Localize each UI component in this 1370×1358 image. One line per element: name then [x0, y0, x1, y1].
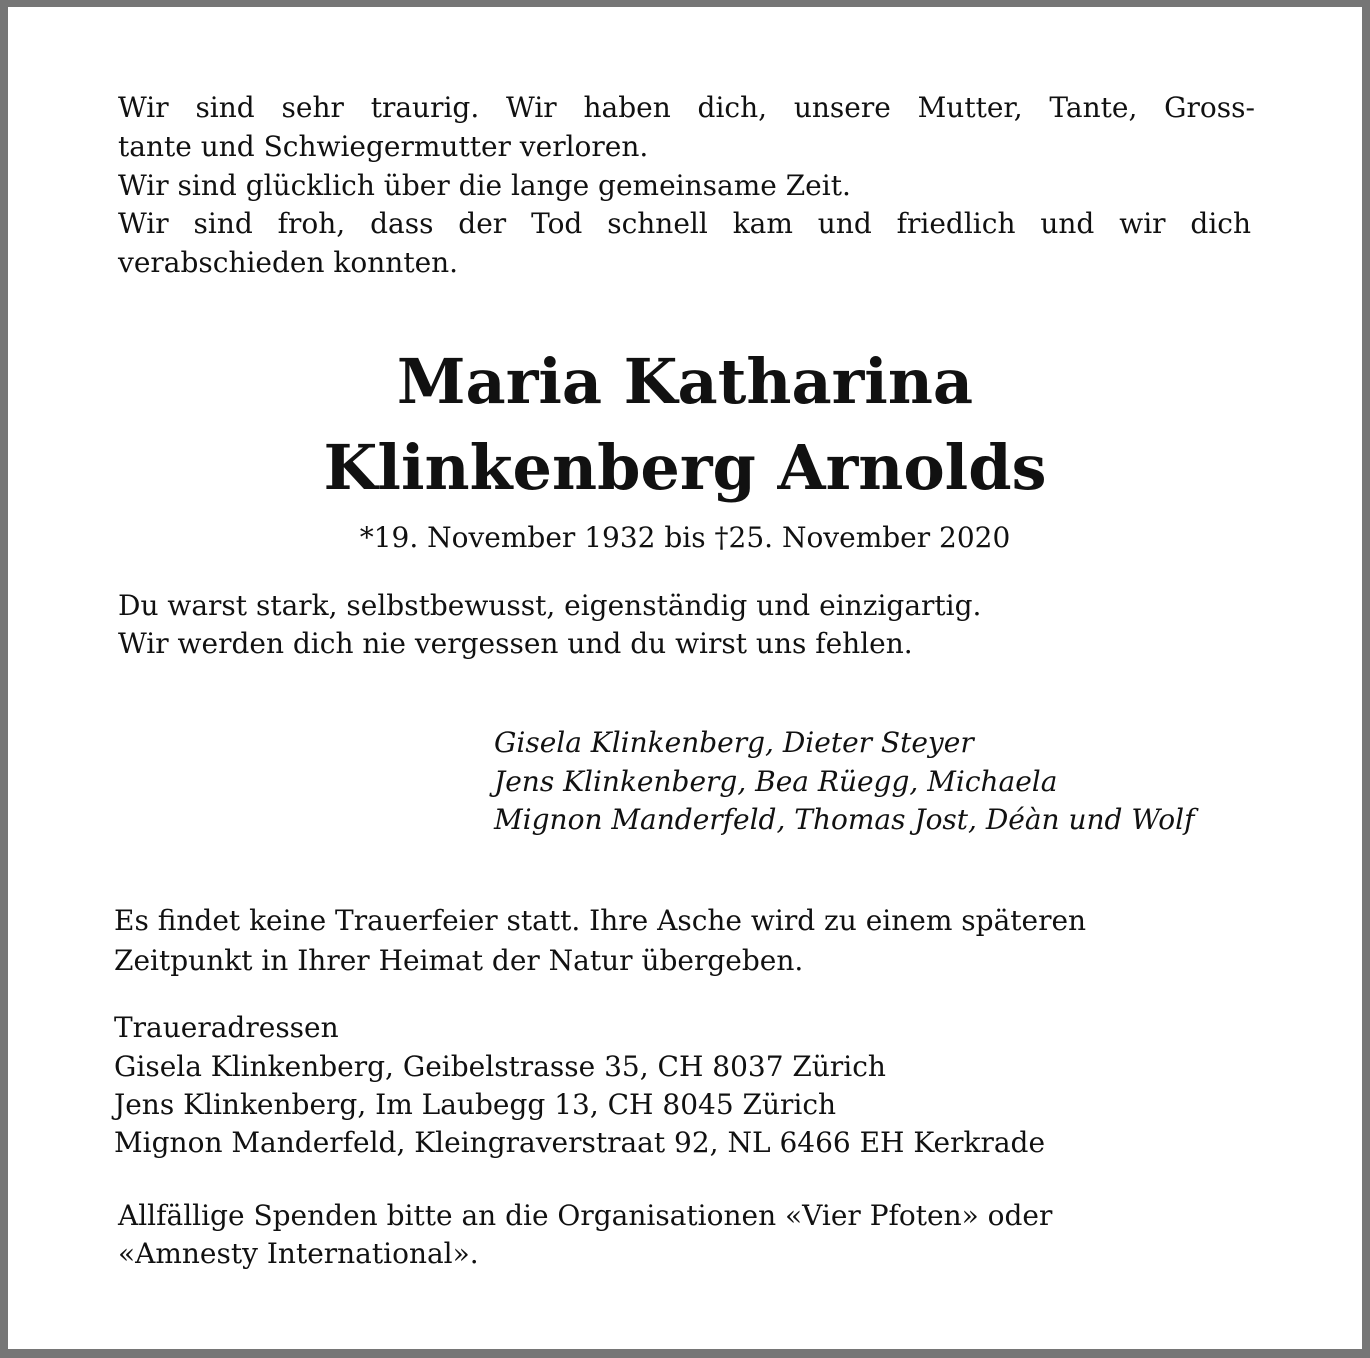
- intro-line: tante und Schwiegermutter verloren.: [118, 130, 649, 163]
- donations-line: «Amnesty International».: [118, 1237, 479, 1270]
- deceased-name-line-2: Klinkenberg Arnolds: [323, 431, 1047, 504]
- signature-line: Mignon Manderfeld, Thomas Jost, Déàn und Wolf: [494, 803, 1195, 836]
- intro-line: Wir sind froh, dass der Tod schnell kam und friedlich und wir dich: [118, 207, 1251, 240]
- tribute-line: Wir werden dich nie vergessen und du wirst uns fehlen.: [118, 627, 913, 660]
- life-dates: *19. November 1932 bis †25. November 2020: [359, 521, 1011, 554]
- address-line: Gisela Klinkenberg, Geibelstrasse 35, CH 8037 Zürich: [114, 1050, 886, 1083]
- intro-line: Wir sind sehr traurig. Wir haben dich, unsere Mutter, Tante, Gross-: [118, 91, 1255, 124]
- notice-line: Es findet keine Trauerfeier statt. Ihre Asche wird zu einem späteren: [114, 904, 1087, 937]
- tribute-line: Du warst stark, selbstbewusst, eigenständig und einzigartig.: [118, 589, 982, 622]
- deceased-name-line-1: Maria Katharina: [396, 345, 974, 418]
- addresses-heading: Traueradressen: [114, 1011, 339, 1044]
- donations-line: Allfällige Spenden bitte an die Organisationen «Vier Pfoten» oder: [118, 1199, 1053, 1232]
- signature-line: Jens Klinkenberg, Bea Rüegg, Michaela: [494, 765, 1058, 798]
- address-line: Jens Klinkenberg, Im Laubegg 13, CH 8045 Zürich: [114, 1088, 837, 1121]
- address-line: Mignon Manderfeld, Kleingraverstraat 92, NL 6466 EH Kerkrade: [114, 1126, 1046, 1159]
- intro-line: verabschieden konnten.: [118, 246, 459, 279]
- signature-line: Gisela Klinkenberg, Dieter Steyer: [494, 726, 974, 759]
- intro-line: Wir sind glücklich über die lange gemeinsame Zeit.: [118, 169, 851, 202]
- notice-line: Zeitpunkt in Ihrer Heimat der Natur übergeben.: [114, 944, 804, 977]
